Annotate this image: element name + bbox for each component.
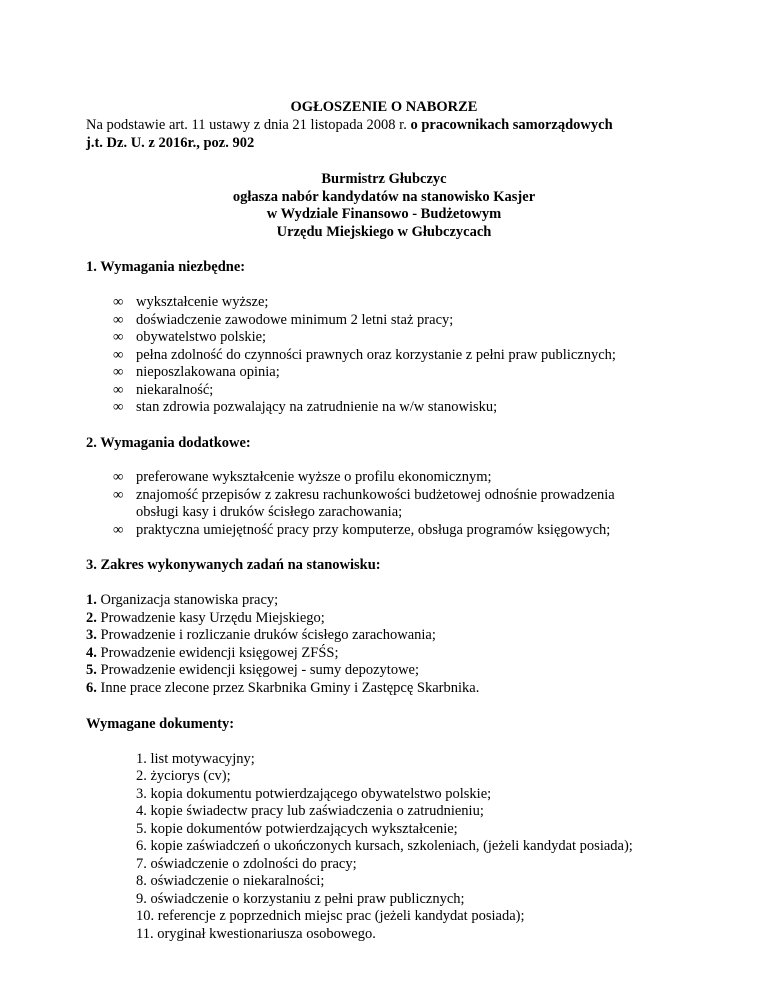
task-item: 6. Inne prace zlecone przez Skarbnika Gminy i Zastępcę Skarbnika. bbox=[86, 680, 480, 696]
bullet-icon: ∞ bbox=[113, 347, 124, 363]
task-item: 3. Prowadzenie i rozliczanie druków ścisłego zarachowania; bbox=[86, 627, 436, 643]
legal-basis-prefix: Na podstawie art. 11 ustawy z dnia 21 listopada 2008 r. bbox=[86, 117, 411, 133]
announcement-line1: Burmistrz Głubczyc bbox=[321, 171, 447, 187]
legal-basis-line2: j.t. Dz. U. z 2016r., poz. 902 bbox=[86, 135, 255, 151]
task-item: 5. Prowadzenie ewidencji księgowej - sumy depozytowe; bbox=[86, 662, 420, 678]
document-item: 10. referencje z poprzednich miejsc prac (jeżeli kandydat posiada); bbox=[136, 908, 525, 924]
document-item: 7. oświadczenie o zdolności do pracy; bbox=[136, 856, 357, 872]
bullet-icon: ∞ bbox=[113, 399, 124, 415]
document-item: 5. kopie dokumentów potwierdzających wykształcenie; bbox=[136, 821, 458, 837]
task-item: 4. Prowadzenie ewidencji księgowej ZFŚS; bbox=[86, 645, 339, 661]
page-title: OGŁOSZENIE O NABORZE bbox=[290, 99, 478, 115]
bullet-icon: ∞ bbox=[113, 294, 124, 310]
bullet-icon: ∞ bbox=[113, 487, 124, 503]
document-item: 4. kopie świadectw pracy lub zaświadczenia o zatrudnieniu; bbox=[136, 803, 484, 819]
announcement-line4: Urzędu Miejskiego w Głubczycach bbox=[276, 224, 492, 240]
document-item: 8. oświadczenie o niekaralności; bbox=[136, 873, 325, 889]
legal-basis-act-name: o pracownikach samorządowych bbox=[410, 117, 613, 133]
bullet-icon: ∞ bbox=[113, 469, 124, 485]
legal-basis-line1 bbox=[86, 117, 613, 135]
document-item: 6. kopie zaświadczeń o ukończonych kursach, szkoleniach, (jeżeli kandydat posiada); bbox=[136, 838, 633, 854]
task-item: 2. Prowadzenie kasy Urzędu Miejskiego; bbox=[86, 610, 325, 626]
bullet-icon: ∞ bbox=[113, 522, 124, 538]
document-item: 1. list motywacyjny; bbox=[136, 751, 255, 767]
bullet-icon: ∞ bbox=[113, 329, 124, 345]
section3-heading: 3. Zakres wykonywanych zadań na stanowisku: bbox=[86, 557, 381, 573]
document-page: OGŁOSZENIE O NABORZE Na podstawie art. 11 ustawy z dnia 21 listopada 2008 r. o pracownikach samorządowych j.t. Dz. U. z 2016r., poz. 902 Burmistrz Głubczyc ogłasza nabór kandydatów na stanowisko Kasjer w Wydziale Finansowo - Budżetowym Urzędu Miejskiego w Głubczycach 1. Wymagania niezbędne: ∞ wykształcenie wyższe; ∞ doświadczenie zawodowe minimum 2 letni staż pracy; ∞ obywatelstwo polskie; ∞ pełna zdolność do czynności prawnych oraz korzystanie z pełni praw publicznych; ∞ nieposzlakowana opinia; ∞ niekaralność; ∞ stan zdrowia pozwalający na zatrudnienie na w/w stanowisku; 2. Wymagania dodatkowe: ∞ preferowane wykształcenie wyższe o profilu ekonomicznym; ∞ znajomość przepisów z zakresu rachunkowości budżetowej odnośnie prowadzenia obsługi kasy i druków ścisłego zarachowania; ∞ praktyczna umiejętność pracy przy komputerze, obsługa programów księgowych; 3. Zakres wykonywanych zadań na stanowisku: 1. Organizacja stanowiska pracy; 2. Prowadzenie kasy Urzędu Miejskiego; 3. Prowadzenie i rozliczanie druków ścisłego zarachowania; 4. Prowadzenie ewidencji księgowej ZFŚS; 5. Prowadzenie ewidencji księgowej - sumy depozytowe; 6. Inne prace zlecone przez Skarbnika Gminy i Zastępcę Skarbnika. Wymagane dokumenty: 1. list motywacyjny; 2. życiorys (cv); 3. kopia dokumentu potwierdzającego obywatelstwo polskie; 4. kopie świadectw pracy lub zaświadczenia o zatrudnieniu; 5. kopie dokumentów potwierdzających wykształcenie; 6. kopie zaświadczeń o ukończonych kursach, szkoleniach, (jeżeli kandydat posiada); 7. oświadczenie o zdolności do pracy; 8. oświadczenie o niekaralności; 9. oświadczenie o korzystaniu z pełni praw publicznych; 10. referencje z poprzednich miejsc prac (jeżeli kandydat posiada); 11. oryginał kwestionariusza osobowego. bbox=[0, 0, 768, 994]
document-item: 3. kopia dokumentu potwierdzającego obywatelstwo polskie; bbox=[136, 786, 492, 802]
document-item: 11. oryginał kwestionariusza osobowego. bbox=[136, 926, 376, 942]
announcement-line2: ogłasza nabór kandydatów na stanowisko Kasjer bbox=[232, 189, 536, 205]
bullet-icon: ∞ bbox=[113, 312, 124, 328]
bullet-icon: ∞ bbox=[113, 364, 124, 380]
section4-heading: Wymagane dokumenty: bbox=[86, 716, 235, 732]
bullet-icon: ∞ bbox=[113, 382, 124, 398]
document-item: 9. oświadczenie o korzystaniu z pełni praw publicznych; bbox=[136, 891, 465, 907]
announcement-line3: w Wydziale Finansowo - Budżetowym bbox=[266, 206, 502, 222]
list-item-continuation: obsługi kasy i druków ścisłego zarachowania; bbox=[136, 504, 403, 520]
section1-heading: 1. Wymagania niezbędne: bbox=[86, 259, 246, 275]
task-item: 1. Organizacja stanowiska pracy; bbox=[86, 592, 279, 608]
section2-heading: 2. Wymagania dodatkowe: bbox=[86, 435, 251, 451]
document-item: 2. życiorys (cv); bbox=[136, 768, 231, 784]
